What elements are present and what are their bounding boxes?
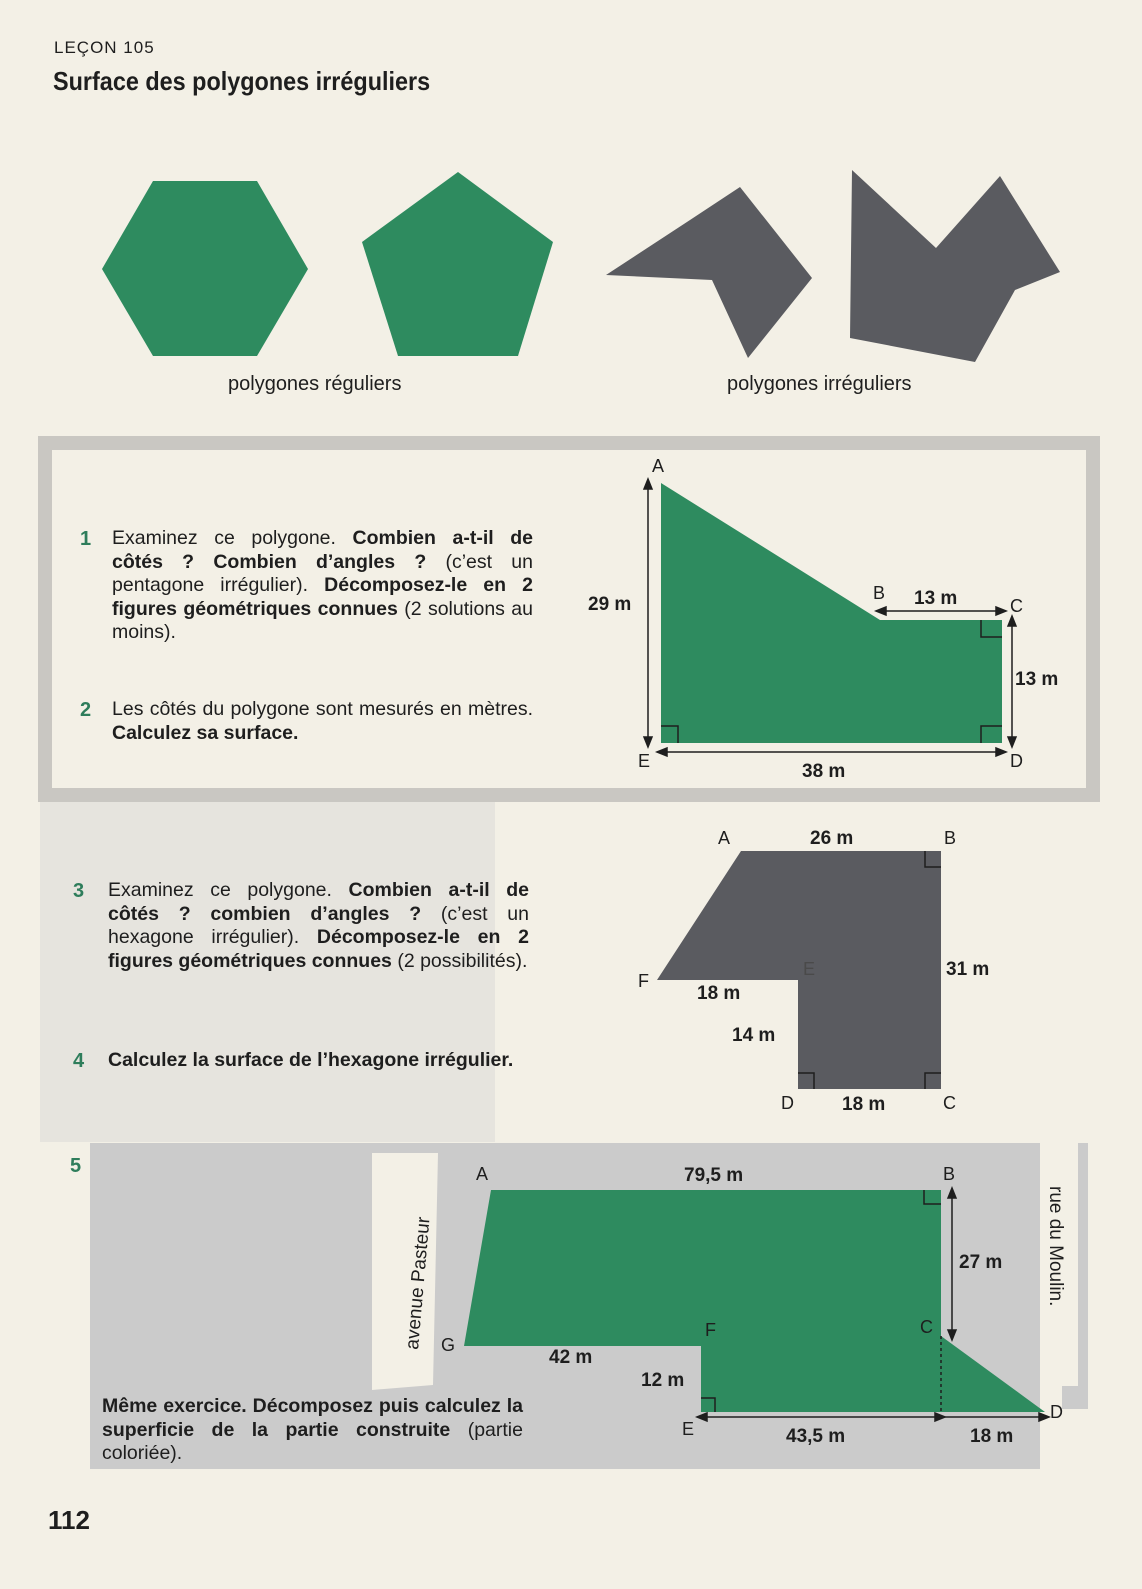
fig2-label-C: C <box>943 1093 956 1113</box>
fig2-dim-FE: 18 m <box>697 983 741 1004</box>
fig1-label-A: A <box>652 456 665 476</box>
fig3-dim-FE: 12 m <box>641 1370 685 1391</box>
hexagon-shape <box>657 851 941 1089</box>
exercise-3-text: Examinez ce polygone. Combien a-t-il de côtés ? combien d’angles ? (c’est un hexagone irrégulier). Décomposez-le en 2 figures géométriques connues (2 possibilités). <box>108 879 529 972</box>
page-number: 112 <box>48 1505 90 1535</box>
fig3-label-E: E <box>682 1419 695 1439</box>
fig2-label-D: D <box>781 1093 794 1113</box>
exercise-number-2: 2 <box>80 699 92 721</box>
pentagon-shape <box>661 483 1002 743</box>
exercise-number-3: 3 <box>73 880 85 902</box>
street-label-avenue-pasteur: avenue Pasteur <box>402 1216 435 1351</box>
fig2-dim-AB: 26 m <box>810 828 854 849</box>
exercise-5-text: Même exercice. Décomposez puis calculez la superficie de la partie construite (partie coloriée). <box>102 1395 523 1464</box>
fig2-dim-BC: 31 m <box>946 959 990 980</box>
fig2-dim-ED: 14 m <box>732 1025 776 1046</box>
fig3-dim-EC: 43,5 m <box>786 1426 846 1447</box>
fig3-dim-CD: 18 m <box>970 1426 1014 1447</box>
fig1-label-D: D <box>1010 751 1023 771</box>
page-title: Surface des polygones irréguliers <box>53 66 431 96</box>
exercise-number-5: 5 <box>70 1155 82 1177</box>
fig3-label-G: G <box>441 1335 456 1355</box>
fig2-label-B: B <box>944 828 957 848</box>
fig2-label-A: A <box>718 828 731 848</box>
fig3-dim-BC: 27 m <box>959 1252 1003 1273</box>
fig3-label-A: A <box>476 1164 489 1184</box>
fig1-label-C: C <box>1010 596 1023 616</box>
fig1-dim-BC: 13 m <box>914 588 958 609</box>
fig2-label-F: F <box>638 971 649 991</box>
exercise-number-4: 4 <box>73 1050 85 1072</box>
plot-shape <box>464 1190 1045 1412</box>
fig3-label-F: F <box>705 1320 716 1340</box>
figure-hexagon <box>0 800 1142 1120</box>
fig3-label-C: C <box>920 1317 933 1337</box>
exercise-1-text: Examinez ce polygone. Combien a-t-il de côtés ? Combien d’angles ? (c’est un pentagone irrégulier). Décomposez-le en 2 figures géométriques connues (2 solutions au moins). <box>112 527 533 643</box>
caption-regular: polygones réguliers <box>228 373 402 395</box>
fig3-label-D: D <box>1050 1402 1063 1422</box>
exercise-number-1: 1 <box>80 528 92 550</box>
fig1-label-B: B <box>873 583 886 603</box>
fig1-dim-ED: 38 m <box>802 761 846 782</box>
street-label-rue-du-moulin: rue du Moulin. <box>1045 1186 1066 1307</box>
fig3-dim-AB: 79,5 m <box>684 1165 744 1186</box>
fig3-label-B: B <box>943 1164 956 1184</box>
fig2-dim-DC: 18 m <box>842 1094 886 1115</box>
exercise-2-text: Les côtés du polygone sont mesurés en mètres. Calculez sa surface. <box>112 698 533 744</box>
lesson-label: LEÇON 105 <box>54 38 155 57</box>
fig3-dim-GF: 42 m <box>549 1347 593 1368</box>
fig1-dim-CD: 13 m <box>1015 669 1059 690</box>
caption-irregular: polygones irréguliers <box>727 373 912 395</box>
fig2-label-E: E <box>803 959 816 979</box>
fig1-dim-AE: 29 m <box>588 594 632 615</box>
exercise-4-text: Calculez la surface de l’hexagone irrégulier. <box>108 1049 514 1071</box>
fig1-label-E: E <box>638 751 651 771</box>
